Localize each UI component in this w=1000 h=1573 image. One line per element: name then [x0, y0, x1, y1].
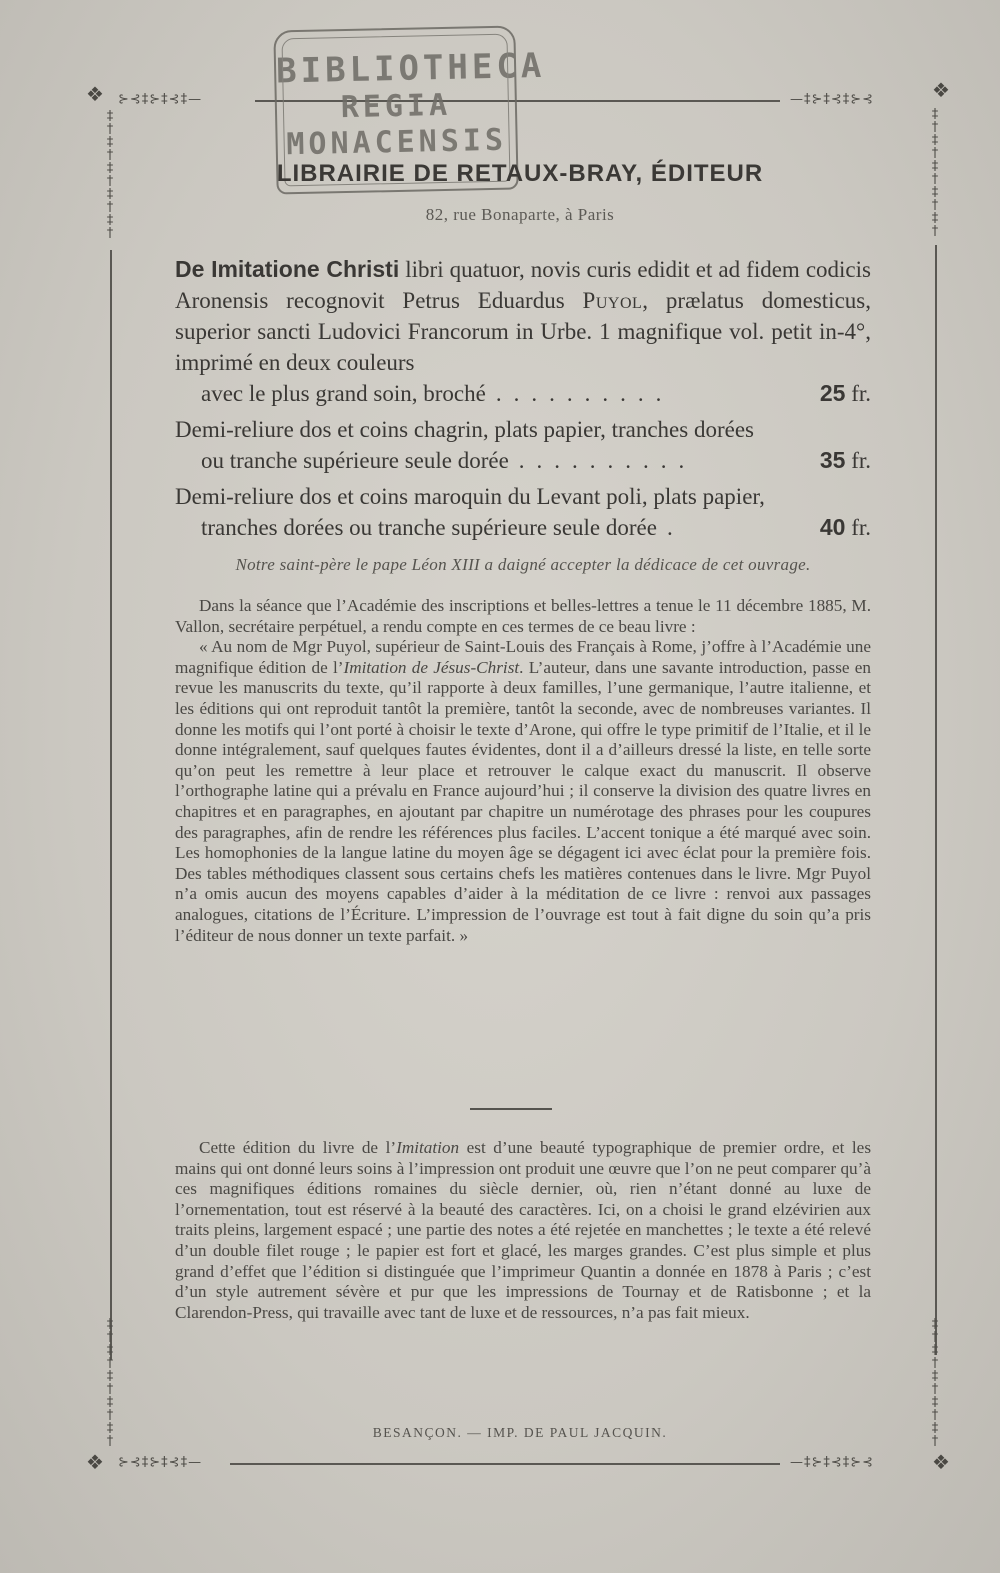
price-line-maroquin [175, 512, 871, 543]
border-ornament-icon: ⊱⊰‡⊱‡⊰‡— [118, 1455, 203, 1470]
description-text: , prælatus domesticus, superior sancti Ludovici Francorum in Urbe. 1 magnifique vol. petit in-4°, imprimé en deux couleurs [175, 288, 871, 375]
border-ornament-icon: —‡⊱‡⊰‡⊱⊰ [790, 1455, 875, 1470]
publisher-name: LIBRAIRIE DE RETAUX-BRAY, ÉDITEUR [276, 160, 764, 187]
book-title: De Imitatione Christi [175, 256, 400, 282]
edition-label: avec le plus grand soin, broché [201, 381, 486, 406]
edition-description: Demi-reliure dos et coins chagrin, plats papier, tranches dorées [175, 417, 754, 442]
edition-price: 35 fr. [819, 447, 871, 473]
leader-dots: . [666, 515, 685, 540]
price-line-chagrin [175, 445, 871, 476]
border-ornament-icon: ‡ † ‡ † ‡ † ‡ † ‡ † [931, 107, 939, 239]
corner-ornament-icon: ❖ [86, 1450, 104, 1474]
frame-right-rule [935, 245, 937, 1355]
description-text: libri quatuor, novis curis edidit et ad fidem codicis Aronensis recognovit Petrus Eduardus [175, 257, 871, 313]
border-ornament-icon: ‡ † ‡ † ‡ † ‡ † ‡ † [931, 1317, 939, 1449]
report-quote: « Au nom de Mgr Puyol, supérieur de Saint-Louis des Français à Rome, j’offre à l’Académie une magnifique édition de l’Imitation de Jésus-Christ. L’auteur, dans une savante introduction, passe en revue les manuscrits du texte, qu’il rapporte à deux familles, l’une germanique, l’autre italienne, et les éditions qui ont reproduit tantôt la première, tantôt la seconde, avec de nombreuses variantes. Il donne les motifs qui l’ont porté à choisir le texte d’Arone, qui offre le type primitif de l’Italie, et il le donne intégralement, sauf quelques fautes évidentes, dont il a d’ailleurs dressé la liste, en telle sorte qu’on peut les remettre à leur place et retrouver le calque exact du manuscrit. Il observe l’orthographe latine qui a prévalu en France aujourd’hui ; il conserve la division des quatre livres en chapitres et en paragraphes, en ajoutant par chapitre un numérotage des phrases pour les coupures des paragraphes, afin de rendre les références plus faciles. L’accent tonique a été marqué avec soin. Les homophonies de la langue latine du moyen âge se dégagent ici avec éclat pour la première fois. Des tables méthodiques classent sous certains chefs les matières contenues dans le livre. Mgr Puyol n’a omis aucun des moyens capables d’aider à la méditation de ce livre : renvoi aux passages analogues, citations de l’Écriture. L’impression de l’ouvrage est tout à fait digne du soin qu’a pris l’éditeur de nous donner un texte parfait. » [175, 637, 871, 945]
stamp-line: MONACENSIS [286, 122, 508, 163]
printer-imprint: BESANÇON. — IMP. DE PAUL JACQUIN. [372, 1425, 668, 1440]
edition-price: 25 fr. [819, 380, 871, 406]
leader-dots: .......... [495, 381, 674, 406]
border-ornament-icon: ‡ † ‡ † ‡ † ‡ † ‡ † [106, 109, 114, 241]
listing-description [175, 254, 871, 378]
academy-report [175, 596, 871, 946]
stamp-line: BIBLIOTHECA [275, 45, 546, 92]
author-surname: Puyol [582, 288, 643, 313]
dedication-note: Notre saint-père le pape Léon XIII a daigné accepter la dédicace de cet ouvrage. [235, 555, 811, 574]
leader-dots: .......... [518, 448, 697, 473]
frame-bottom-rule [230, 1463, 780, 1465]
border-ornament-icon: —‡⊱‡⊰‡⊱⊰ [790, 92, 875, 107]
corner-ornament-icon: ❖ [86, 82, 104, 106]
closing-text: Cette édition du livre de l’Imitation est d’une beauté typographique de premier ordre, et les mains qui ont donné leurs soins à l’impression ont produit une œuvre que l’on ne peut comparer qu’à ces magnifiques éditions romaines du siècle dernier, où, rien n’étant donné au luxe de l’ornementation, tout est réservé à la beauté des caractères. Ici, on a choisi le grand elzévirien aux traits pleins, largement espacé ; une partie des notes a été rejetée en manchettes ; le texte a été relevé d’un double filet rouge ; le papier est fort et glacé, les marges grandes. C’est plus simple et plus grand d’effet que l’édition si distinguée que l’imprimeur Quantin a donnée en 1878 à Paris ; c’est d’un style autrement sévère et pur que les impressions de Tournay et de Ratisbonne ; et la Clarendon-Press, qui travaille avec tant de luxe et de ressources, n’a pas fait mieux. [175, 1138, 872, 1322]
border-ornament-icon: ⊱⊰‡⊱‡⊰‡— [118, 92, 203, 107]
corner-ornament-icon: ❖ [932, 1450, 950, 1474]
price-line-broche [175, 378, 871, 409]
edition-label: ou tranche supérieure seule dorée [201, 448, 509, 473]
edition-label: tranches dorées ou tranche supérieure seule dorée [201, 515, 657, 540]
border-ornament-icon: ‡ † ‡ † ‡ † ‡ † ‡ † [106, 1317, 114, 1449]
publisher-address: 82, rue Bonaparte, à Paris [425, 205, 615, 224]
work-title: Imitation [396, 1138, 460, 1157]
corner-ornament-icon: ❖ [932, 78, 950, 102]
closing-paragraph [175, 1138, 871, 1323]
stamp-line: REGIA [340, 87, 452, 126]
edition-description: Demi-reliure dos et coins maroquin du Levant poli, plats papier, [175, 484, 765, 509]
report-intro: Dans la séance que l’Académie des inscriptions et belles-lettres a tenue le 11 décembre 1885, M. Vallon, secrétaire perpétuel, a rendu compte en ces termes de ce beau livre : [175, 596, 871, 636]
book-listing [175, 254, 871, 543]
edition-price: 40 fr. [819, 514, 871, 540]
section-separator [470, 1108, 552, 1110]
quoted-work-title: Imitation de Jésus-Christ [343, 657, 520, 677]
frame-left-rule [110, 250, 112, 1360]
